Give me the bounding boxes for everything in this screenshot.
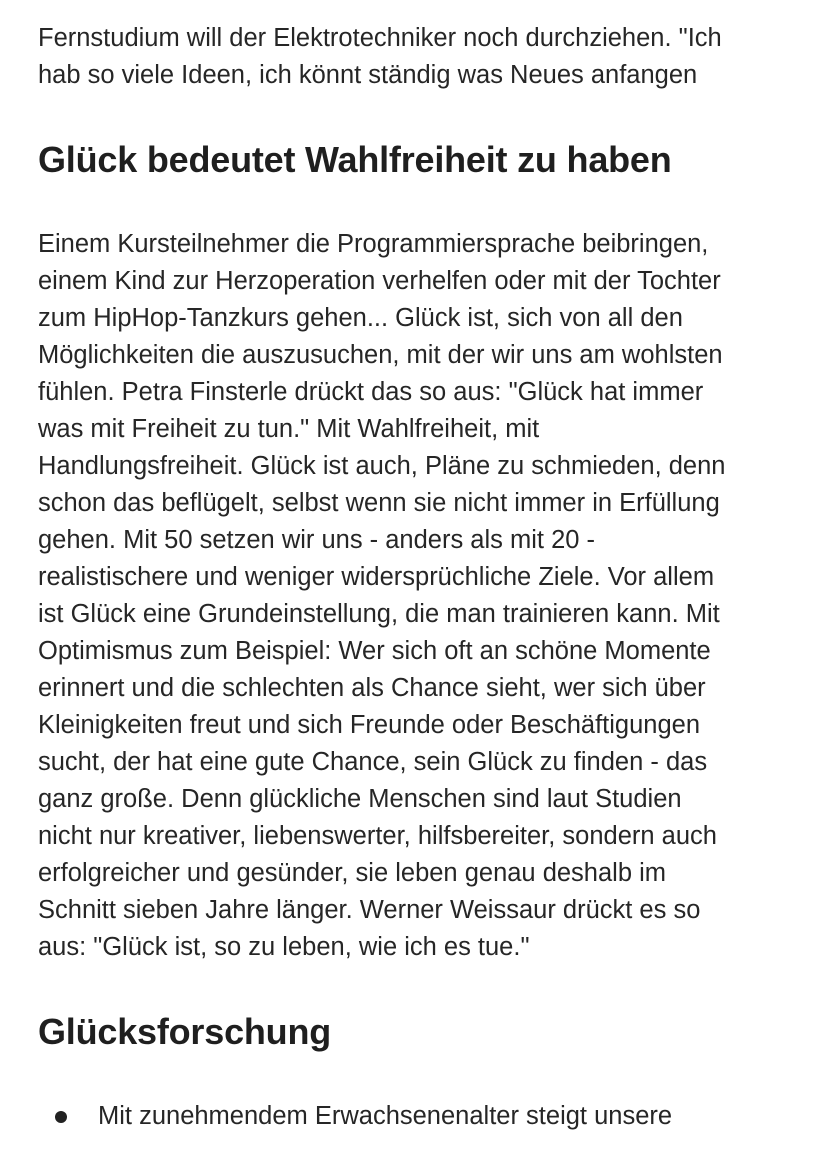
section-heading-wahlfreiheit: Glück bedeutet Wahlfreiheit zu haben [38, 139, 672, 180]
list-item [38, 1098, 798, 1135]
article [38, 20, 798, 1135]
list-item-text: Mit zunehmendem Erwachsenenalter steigt unsere [98, 1102, 673, 1130]
bullet-list [38, 1098, 798, 1135]
bullet-dot-icon [55, 1111, 67, 1123]
section-paragraph-wahlfreiheit: Einem Kursteilnehmer die Programmiersprache beibringen, einem Kind zur Herzoperation verhelfen oder mit der Tochter zum HipHop-Tanzkurs gehen... Glück ist, sich von all den Möglichkeiten die auszusuchen, mit der wir uns am wohlsten fühlen. Petra Finsterle drückt das so aus: "Glück hat immer was mit Freiheit zu tun." Mit Wahlfreiheit, mit Handlungsfreiheit. Glück ist auch, Pläne zu schmieden, denn schon das beflügelt, selbst wenn sie nicht immer in Erfüllung gehen. Mit 50 setzen wir uns - anders als mit 20 - realistischere und weniger widersprüchliche Ziele. Vor allem ist Glück eine Grundeinstellung, die man trainieren kann. Mit Optimismus zum Beispiel: Wer sich oft an schöne Momente erinnert und die schlechten als Chance sieht, wer sich über Kleinigkeiten freut und sich Freunde oder Beschäftigungen sucht, der hat eine gute Chance, sein Glück zu finden - das ganz große. Denn glückliche Menschen sind laut Studien nicht nur kreativer, liebenswerter, hilfsbereiter, sondern auch erfolgreicher und gesünder, sie leben genau deshalb im Schnitt sieben Jahre länger. Werner Weissaur drückt es so aus: "Glück ist, so zu leben, wie ich es tue." [38, 230, 726, 961]
intro-paragraph: Fernstudium will der Elektrotechniker noch durchziehen. "Ich hab so viele Ideen, ich könnt ständig was Neues anfangen [38, 24, 722, 89]
section-heading-gluecksforschung: Glücksforschung [38, 1011, 332, 1052]
